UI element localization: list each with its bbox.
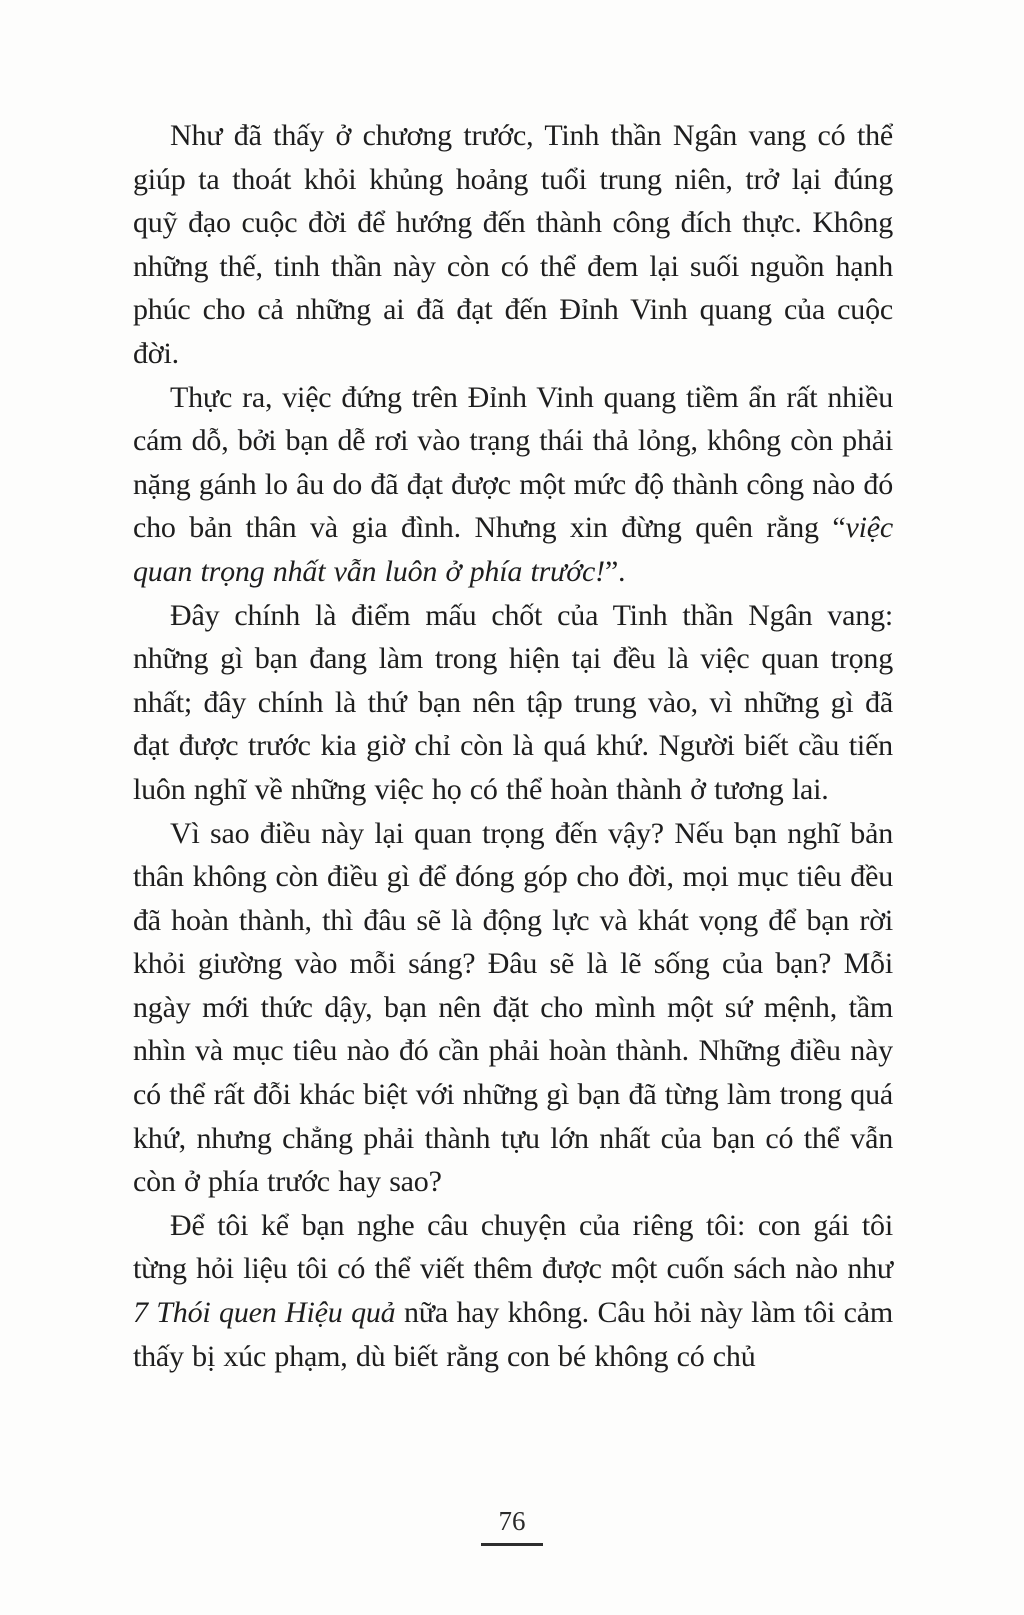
paragraph [133,114,893,376]
paragraph [133,1204,893,1378]
text-run: Như đã thấy ở chương trước, Tinh thần Ngân vang có thể giúp ta thoát khỏi khủng hoảng tuổi trung niên, trở lại đúng quỹ đạo cuộc đời để hướng đến thành công đích thực. Không những thế, tinh thần này còn có thể đem lại suối nguồn hạnh phúc cho cả những ai đã đạt đến Đỉnh Vinh quang của cuộc đời. [133,119,893,370]
page-number: 76 [498,1506,526,1536]
italic-text-run: 7 Thói quen Hiệu quả [133,1296,396,1330]
paragraph [133,594,893,812]
text-run: Để tôi kể bạn nghe câu chuyện của riêng tôi: con gái tôi từng hỏi liệu tôi có thể viết thêm được một cuốn sách nào như [133,1208,893,1286]
text-run: nữa hay không. Câu hỏi này làm tôi cảm thấy bị xúc phạm, dù biết rằng con bé không có chủ [133,1296,893,1373]
text-run: ”. [604,554,626,588]
page-footer [0,1506,1024,1546]
text-run: Vì sao điều này lại quan trọng đến vậy? Nếu bạn nghĩ bản thân không còn điều gì để đóng góp cho đời, mọi mục tiêu đều đã hoàn thành, thì đâu sẽ là động lực và khát vọng để bạn rời khỏi giường vào mỗi sáng? Đâu sẽ là lẽ sống của bạn? Mỗi ngày mới thức dậy, bạn nên đặt cho mình một sứ mệnh, tầm nhìn và mục tiêu nào đó cần phải hoàn thành. Những điều này có thể rất đỗi khác biệt với những gì bạn đã từng làm trong quá khứ, nhưng chẳng phải thành tựu lớn nhất của bạn có thể vẫn còn ở phía trước hay sao? [133,816,893,1199]
page-text [133,114,893,1378]
italic-text-run: việc quan trọng nhất vẫn luôn ở phía trước! [133,511,893,588]
paragraph [133,812,893,1204]
text-run: Thực ra, việc đứng trên Đỉnh Vinh quang tiềm ẩn rất nhiều cám dỗ, bởi bạn dễ rơi vào trạng thái thả lỏng, không còn phải nặng gánh lo âu do đã đạt được một mức độ thành công nào đó cho bản thân và gia đình. Nhưng xin đừng quên rằng “ [133,380,893,545]
paragraph [133,376,893,594]
text-run: Đây chính là điểm mấu chốt của Tinh thần Ngân vang: những gì bạn đang làm trong hiện tại đều là việc quan trọng nhất; đây chính là thứ bạn nên tập trung vào, vì những gì đã đạt được trước kia giờ chỉ còn là quá khứ. Người biết cầu tiến luôn nghĩ về những việc họ có thể hoàn thành ở tương lai. [133,598,893,806]
footer-rule [481,1543,543,1546]
